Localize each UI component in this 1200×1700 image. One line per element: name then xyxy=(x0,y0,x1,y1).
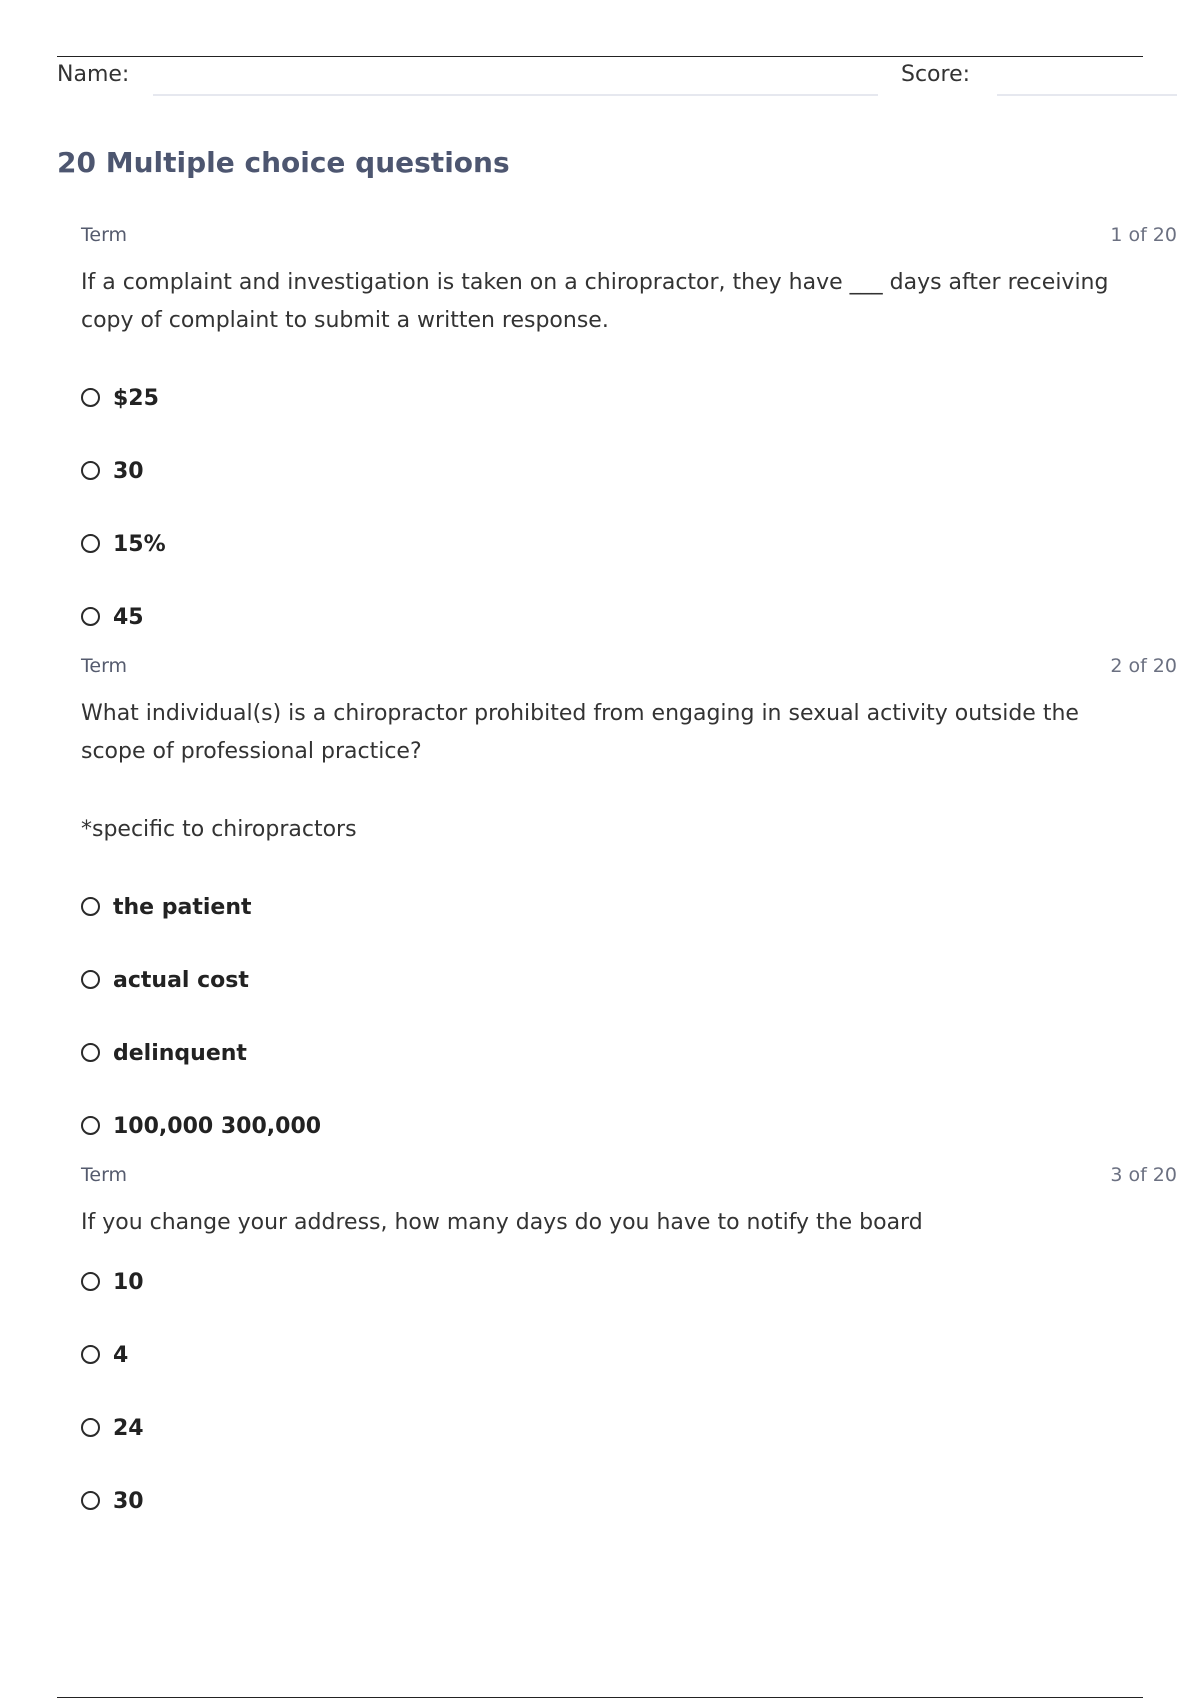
answer-option-label: 24 xyxy=(113,1416,144,1441)
answer-option[interactable] xyxy=(81,508,1177,581)
answer-option[interactable] xyxy=(81,944,1177,1017)
answer-option-label: actual cost xyxy=(113,968,249,993)
radio-button[interactable] xyxy=(81,1272,100,1291)
answer-options xyxy=(81,871,1177,1163)
term-label: Term xyxy=(81,655,128,677)
question-counter: 3 of 20 xyxy=(1110,1164,1177,1186)
answer-option[interactable] xyxy=(81,1090,1177,1163)
question-prompt: If a complaint and investigation is taken on a chiropractor, they have ___ days after receiving copy of complaint to submit a written response. xyxy=(81,270,1109,333)
radio-button[interactable] xyxy=(81,607,100,626)
answer-option-label: 30 xyxy=(113,459,144,484)
question-header xyxy=(81,1164,1177,1194)
term-label: Term xyxy=(81,224,128,246)
score-field[interactable] xyxy=(997,94,1177,96)
answer-option[interactable] xyxy=(81,1465,1177,1538)
radio-button[interactable] xyxy=(81,534,100,553)
answer-option-label: the patient xyxy=(113,895,252,920)
question-prompt: If you change your address, how many days do you have to notify the board xyxy=(81,1210,923,1235)
question-card xyxy=(81,655,1177,1163)
answer-options xyxy=(81,362,1177,654)
question-card xyxy=(81,224,1177,654)
question-header xyxy=(81,655,1177,685)
question-counter: 1 of 20 xyxy=(1110,224,1177,246)
question-header xyxy=(81,224,1177,254)
radio-button[interactable] xyxy=(81,1043,100,1062)
question-counter: 2 of 20 xyxy=(1110,655,1177,677)
page-title: 20 Multiple choice questions xyxy=(57,146,510,179)
radio-button[interactable] xyxy=(81,1116,100,1135)
radio-button[interactable] xyxy=(81,1345,100,1364)
answer-option-label: 10 xyxy=(113,1270,144,1295)
answer-option-label: delinquent xyxy=(113,1041,247,1066)
header-top-rule xyxy=(57,56,1143,57)
answer-option[interactable] xyxy=(81,581,1177,654)
answer-option[interactable] xyxy=(81,435,1177,508)
answer-option-label: 100,000 300,000 xyxy=(113,1114,322,1139)
answer-option[interactable] xyxy=(81,1017,1177,1090)
score-label: Score: xyxy=(901,62,971,87)
answer-option-label: 15% xyxy=(113,532,166,557)
name-field[interactable] xyxy=(153,94,878,96)
term-label: Term xyxy=(81,1164,128,1186)
answer-option[interactable] xyxy=(81,871,1177,944)
answer-option-label: 30 xyxy=(113,1489,144,1514)
answer-option[interactable] xyxy=(81,1319,1177,1392)
answer-option[interactable] xyxy=(81,1392,1177,1465)
answer-option-label: $25 xyxy=(113,386,159,411)
answer-option[interactable] xyxy=(81,362,1177,435)
answer-option-label: 4 xyxy=(113,1343,129,1368)
radio-button[interactable] xyxy=(81,461,100,480)
radio-button[interactable] xyxy=(81,970,100,989)
footer-rule xyxy=(57,1697,1143,1698)
radio-button[interactable] xyxy=(81,388,100,407)
question-card xyxy=(81,1164,1177,1538)
answer-option[interactable] xyxy=(81,1246,1177,1319)
name-label: Name: xyxy=(57,62,130,87)
answer-options xyxy=(81,1246,1177,1538)
question-prompt: What individual(s) is a chiropractor prohibited from engaging in sexual activity outside the scope of professional practice? xyxy=(81,701,1079,764)
question-note: *specific to chiropractors xyxy=(81,817,357,842)
radio-button[interactable] xyxy=(81,1491,100,1510)
radio-button[interactable] xyxy=(81,897,100,916)
answer-option-label: 45 xyxy=(113,605,144,630)
radio-button[interactable] xyxy=(81,1418,100,1437)
